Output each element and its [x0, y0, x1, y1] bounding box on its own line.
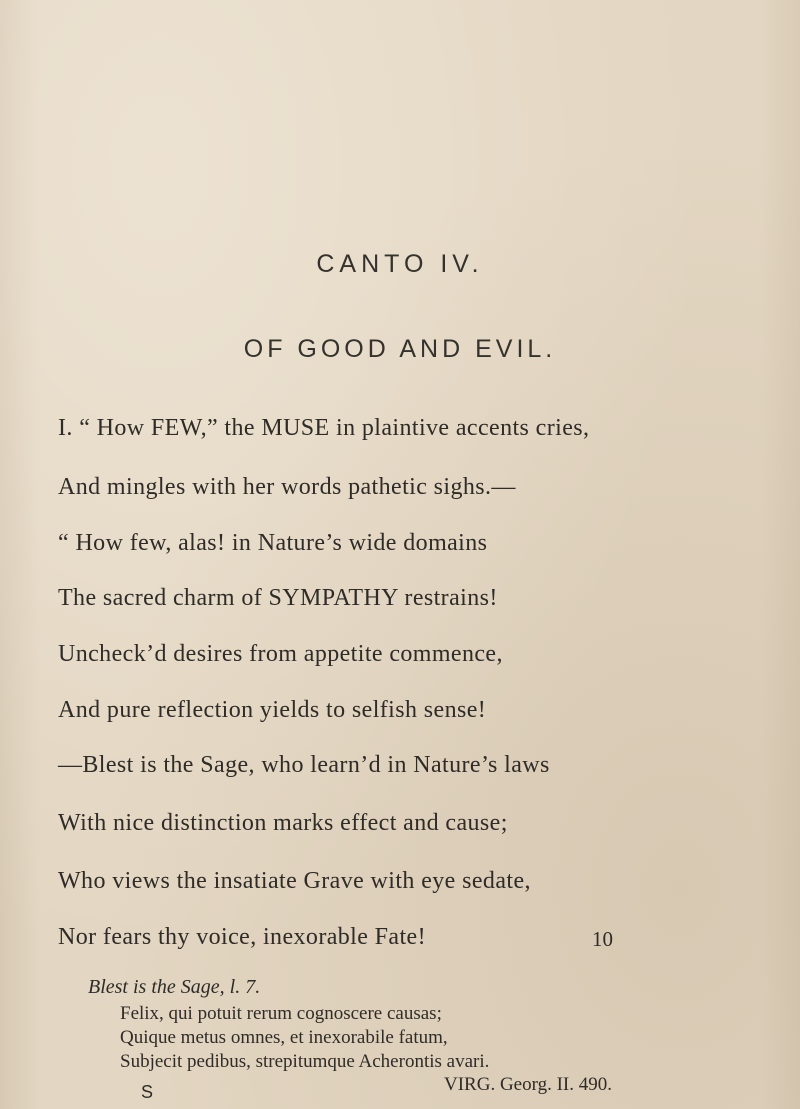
verse-line: I. “ How FEW,” the MUSE in plaintive accents cries,: [58, 415, 590, 441]
verse-line: Who views the insatiate Grave with eye sedate,: [58, 868, 531, 894]
footnote-attribution: VIRG. Georg. II. 490.: [444, 1074, 612, 1095]
chapter-title: OF GOOD AND EVIL.: [243, 335, 557, 363]
verse-line: Uncheck’d desires from appetite commence,: [58, 641, 503, 667]
verse-line: With nice distinction marks effect and cause;: [58, 810, 508, 836]
verse-line: —Blest is the Sage, who learn’d in Nature’s laws: [58, 752, 550, 778]
verse-line: Nor fears thy voice, inexorable Fate!: [58, 924, 426, 950]
footnote-quote-line: Subjecit pedibus, strepitumque Acherontis avari.: [120, 1051, 490, 1072]
verse-line: And pure reflection yields to selfish sense!: [58, 697, 487, 723]
canto-heading: CANTO IV.: [316, 250, 484, 278]
footnote-heading: Blest is the Sage, l. 7.: [88, 976, 261, 998]
verse-line: The sacred charm of SYMPATHY restrains!: [58, 585, 498, 611]
verse-line: And mingles with her words pathetic sighs.—: [58, 474, 516, 500]
verse-line: “ How few, alas! in Nature’s wide domains: [58, 530, 488, 556]
signature-mark: S: [141, 1082, 154, 1102]
footnote-quote-line: Felix, qui potuit rerum cognoscere causas;: [120, 1003, 442, 1024]
footnote-quote-line: Quique metus omnes, et inexorabile fatum,: [120, 1027, 448, 1048]
line-number: 10: [592, 927, 613, 951]
